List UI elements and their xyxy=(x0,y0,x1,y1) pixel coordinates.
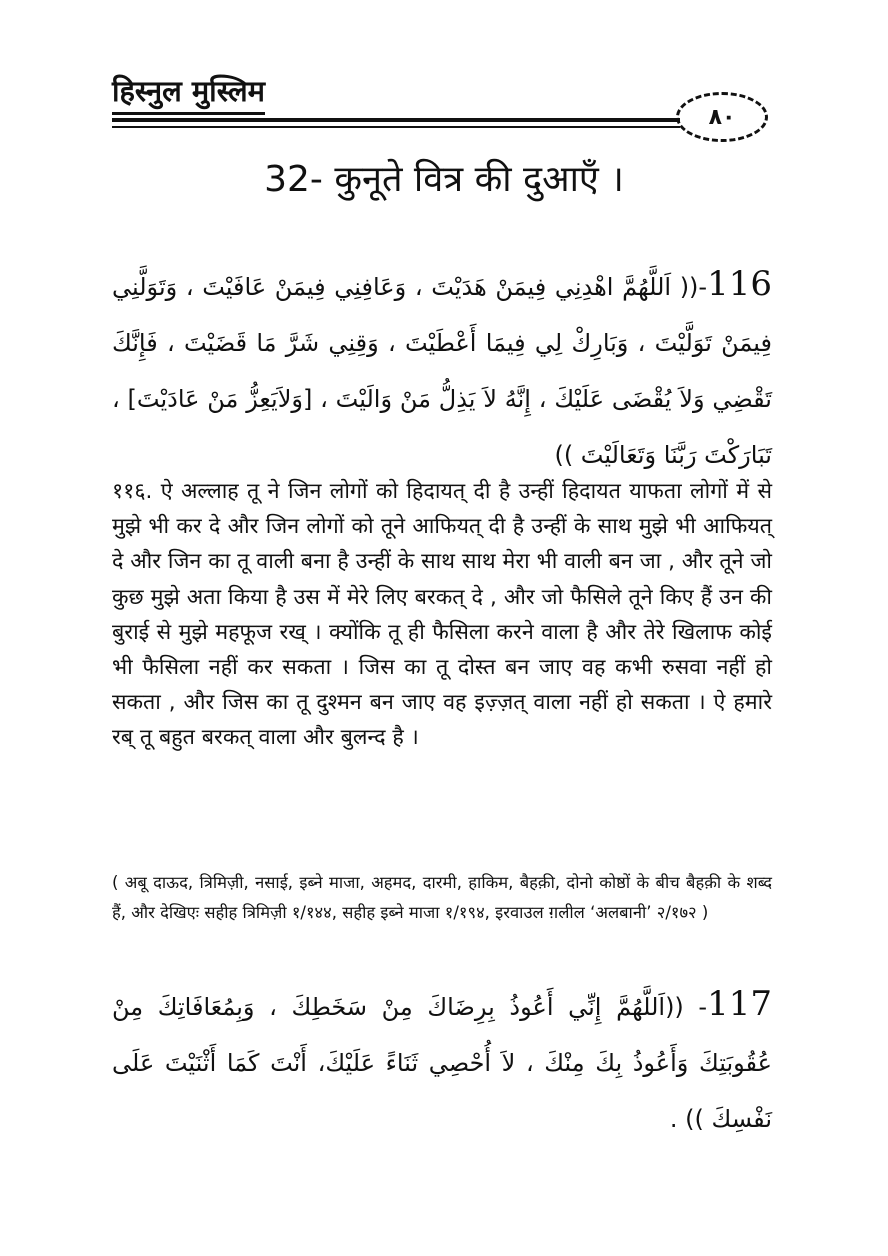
dua-116-translation: ११६. ऐ अल्लाह तू ने जिन लोगों को हिदायत् दी है उन्हीं हिदायत याफता लोगों में से मुझे भी कर दे और जिन लोगों को तूने आफियत् दी है उन्हीं के साथ मुझे भी आफियत् दे और जिन का तू वाली बना है उन्हीं के साथ साथ मेरा भी वाली बन जा , और तूने जो कुछ मुझे अता किया है उस में मेरे लिए बरकत् दे , और जो फैसिले तूने किए हैं उन की बुराई से मुझे महफूज रख् । क्योंकि तू ही फैसिला करने वाला है और तेरे खिलाफ कोई भी फैसिला नहीं कर सकता । जिस का तू दोस्त बन जाए वह कभी रुसवा नहीं हो सकता , और जिस का तू दुश्मन बन जाए वह इज़्ज़त् वाला नहीं हो सकता । ऐ हमारे रब् तू बहुत बरकत् वाला और बुलन्द है । xyxy=(112,479,772,751)
dua-117-arabic-text: - ((اَللَّهُمَّ إِنِّي أَعُوذُ بِرِضَاكَ مِنْ سَخَطِكَ ، وَبِمُعَافَاتِكَ مِنْ عُقُوبَتِكَ وَأَعُوذُ بِكَ مِنْكَ ، لاَ أُحْصِي ثَنَاءً عَلَيْكَ، أَنْتَ كَمَا أَثْنَيْتَ عَلَى نَفْسِكَ )) . xyxy=(112,993,772,1133)
page-number-badge xyxy=(676,92,768,142)
dua-116-arabic xyxy=(112,256,772,483)
header-rule-thick xyxy=(112,118,680,122)
dua-116-number: 116 xyxy=(707,264,772,304)
dua-116-reference: ( अबू दाऊद, त्रिमिज़ी, नसाई, इब्ने माजा, अहमद, दारमी, हाकिम, बैहक़ी, दोनो कोष्ठों के बीच बैहक़ी के शब्द हैं, और देखिएः सहीह त्रिमिज़ी १/१४४, सहीह इब्ने माजा १/१९४, इरवाउल ग़लील ‘अलबानी’ २/१७२ ) xyxy=(112,873,772,922)
dua-117-arabic xyxy=(112,976,772,1147)
header-rule-thin xyxy=(112,126,680,128)
chapter-title: 32- कुनूते वित्र की दुआएँ । xyxy=(264,159,624,200)
page-number: ٨٠ xyxy=(708,104,736,130)
dua-117-number: 117 xyxy=(707,984,772,1024)
dua-116-arabic-text: -(( اَللَّهُمَّ اهْدِنِي فِيمَنْ هَدَيْتَ ، وَعَافِنِي فِيمَنْ عَافَيْتَ ، وَتَوَلَّنِي فِيمَنْ تَوَلَّيْتَ ، وَبَارِكْ لِي فِيمَا أَعْطَيْتَ ، وَقِنِي شَرَّ مَا قَضَيْتَ ، فَإِنَّكَ تَقْضِي وَلاَ يُقْضَى عَلَيْكَ ، إِنَّهُ لاَ يَذِلُّ مَنْ وَالَيْتَ ، [وَلاَيَعِزُّ مَنْ عَادَيْتَ] ، تَبَارَكْتَ رَبَّنَا وَتَعَالَيْتَ )) xyxy=(112,273,772,469)
header-title: हिस्नुल मुस्लिम xyxy=(112,72,265,115)
